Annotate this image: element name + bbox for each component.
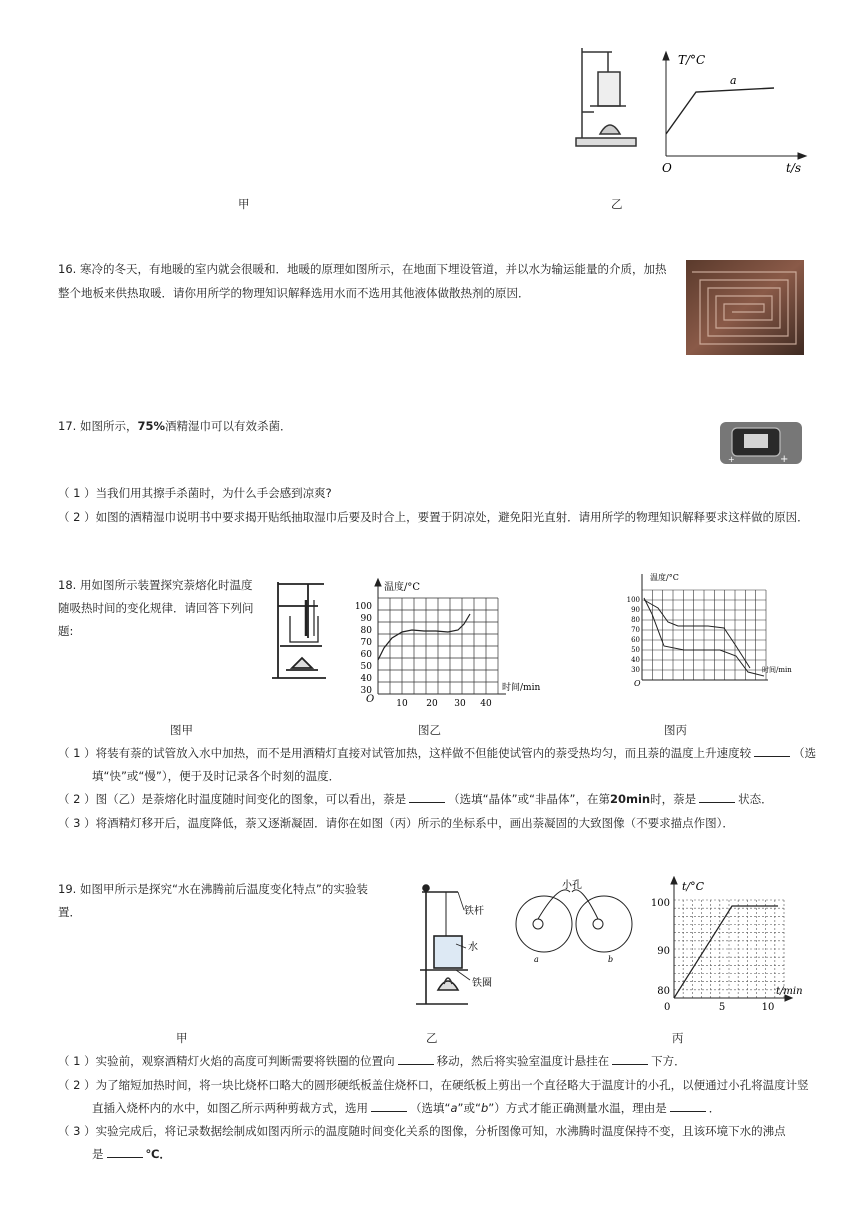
q18-yi-xtick: 10 xyxy=(396,699,408,708)
top-caption-jia: 甲 xyxy=(238,197,250,211)
q17-stem-prefix: 17. 如图所示， xyxy=(58,419,138,433)
q18-yi-ytick: 70 xyxy=(360,638,372,648)
q19-caption-bing: 丙 xyxy=(672,1031,684,1045)
q19-graph-ytick: 80 xyxy=(657,986,670,997)
q19-p2-d: ”或“ xyxy=(457,1101,481,1115)
top-graph-curve-label: a xyxy=(730,74,737,87)
q18-graph-bing xyxy=(624,568,804,688)
top-temperature-graph xyxy=(652,46,812,178)
top-graph-ylabel: T/°C xyxy=(678,53,706,67)
q19-graph-ytick: 90 xyxy=(657,946,670,957)
q19-part1 xyxy=(58,1052,686,1070)
q18-yi-ytick: 60 xyxy=(360,650,372,660)
q19-apparatus-figure-jia xyxy=(408,880,508,1010)
q18-bing-ytick: 50 xyxy=(631,646,640,654)
q18-bing-ytick: 100 xyxy=(626,596,640,604)
q19-graph-ytick: 100 xyxy=(650,898,670,909)
wet-wipe-package-image xyxy=(718,418,804,468)
q18-caption-bing: 图丙 xyxy=(664,723,687,737)
q17-part1: （ 1 ）当我们用其擦手杀菌时，为什么手会感到凉爽? xyxy=(58,486,332,500)
q19-p1-c: 下方． xyxy=(651,1054,686,1068)
q19-label-water: 水 xyxy=(468,942,478,953)
top-graph-origin: O xyxy=(662,161,672,175)
q18-caption-yi: 图乙 xyxy=(418,723,441,737)
q18-bing-ytick: 40 xyxy=(631,656,640,664)
q19-label-a: a xyxy=(534,955,539,964)
q19-p2-e: ”）方式才能正确测量水温，理由是 xyxy=(488,1101,667,1115)
q18-p1-a: （ 1 ）将装有萘的试管放入水中加热，而不是用酒精灯直接对试管加热，这样做不但能使试管内的萘受热均匀，而且萘的温度上升速度较 xyxy=(58,746,752,760)
q19-part3-line2 xyxy=(92,1145,171,1163)
q17-stem-suffix: 酒精湿巾可以有效杀菌． xyxy=(164,419,292,433)
q19-p2-c: （选填“ xyxy=(410,1101,451,1115)
top-apparatus-figure xyxy=(570,42,640,154)
q18-caption-jia: 图甲 xyxy=(170,723,193,737)
q18-yi-ytick: 50 xyxy=(360,662,372,672)
q19-p2-answer-blank-2[interactable] xyxy=(670,1100,706,1112)
q18-yi-xtick: 30 xyxy=(454,699,466,708)
svg-text:+: + xyxy=(728,455,735,464)
q18-p2-b: （选填“晶体”或“非晶体”，在第 xyxy=(448,792,610,806)
q19-p2-f: ． xyxy=(708,1101,721,1115)
q19-graph-xtick: 10 xyxy=(761,1002,775,1013)
q19-p3-b: 是 xyxy=(92,1147,104,1161)
q18-yi-xtick: 40 xyxy=(480,699,492,708)
q19-caption-yi: 乙 xyxy=(426,1031,438,1045)
q18-bing-ytick: 30 xyxy=(631,666,640,674)
q18-p1-c: 填“快”或“慢”），便于及时记录各个时刻的温度． xyxy=(92,769,341,783)
q18-bing-ylabel: 温度/°C xyxy=(650,573,679,582)
q18-p1-answer-blank[interactable] xyxy=(754,745,790,757)
top-graph-xlabel: t/s xyxy=(786,161,802,175)
q19-p3-a: （ 3 ）实验完成后，将记录数据绘制成如图丙所示的温度随时间变化关系的图像，分析图像可知，水沸腾时温度保持不变，且该环境下水的沸点 xyxy=(58,1124,786,1138)
q19-p2-b: 直插入烧杯内的水中，如图乙所示两种剪裁方式，选用 xyxy=(92,1101,368,1115)
q18-stem-line3: 题: xyxy=(58,624,74,638)
q16-line2: 整个地板来供热取暖．请你用所学的物理知识解释选用水而不选用其他液体做散热剂的原因． xyxy=(58,286,530,300)
q19-caption-jia: 甲 xyxy=(176,1031,188,1045)
q19-label-ring: 铁圈 xyxy=(472,978,492,989)
q19-cardboard-figure-yi xyxy=(508,874,638,964)
q18-p2-answer-blank-1[interactable] xyxy=(409,791,445,803)
q18-bing-xlabel: 时间/min xyxy=(762,666,792,674)
q19-p1-answer-blank-2[interactable] xyxy=(612,1053,648,1065)
q19-label-b: b xyxy=(608,955,614,964)
q19-part2-line2 xyxy=(92,1099,720,1117)
floor-heating-photo xyxy=(686,260,804,355)
q18-bing-ytick: 80 xyxy=(631,616,640,624)
q19-stem-line1: 19. 如图甲所示是探究“水在沸腾前后温度变化特点”的实验装 xyxy=(58,882,368,896)
top-caption-yi: 乙 xyxy=(611,197,623,211)
q18-p2-bold: 20min xyxy=(609,792,651,806)
q18-p2-answer-blank-2[interactable] xyxy=(699,791,735,803)
q18-yi-ytick: 100 xyxy=(354,602,372,612)
q18-p2-a: （ 2 ）图（乙）是萘熔化时温度随时间变化的图象，可以看出，萘是 xyxy=(58,792,407,806)
q18-stem-line1: 18. 用如图所示装置探究萘熔化时温度 xyxy=(58,578,253,592)
q19-p2-answer-blank-1[interactable] xyxy=(371,1100,407,1112)
svg-text:+: + xyxy=(780,454,789,465)
q19-graph-ylabel: t/°C xyxy=(682,880,705,893)
q17-part2: （ 2 ）如图的酒精湿巾说明书中要求揭开贴纸抽取湿巾后要及时合上，要置于阴凉处，避免阳光直射．请用所学的物理知识解释要求这样做的原因． xyxy=(58,510,809,524)
q17-stem xyxy=(58,417,291,435)
q18-yi-ytick: 90 xyxy=(360,614,372,624)
q17-stem-bold: 75% xyxy=(137,419,165,433)
q19-p2-opt-b: b xyxy=(480,1101,489,1115)
q19-p1-a: （ 1 ）实验前，观察酒精灯火焰的高度可判断需要将铁圈的位置向 xyxy=(58,1054,395,1068)
q18-p2-d: 状态． xyxy=(738,792,773,806)
q18-part3: （ 3 ）将酒精灯移开后，温度降低，萘又逐渐凝固．请你在如图（丙）所示的坐标系中，画出萘凝固的大致图像（不要求描点作图）． xyxy=(58,816,734,830)
q18-yi-origin: O xyxy=(366,694,375,705)
q18-bing-ytick: 90 xyxy=(631,606,640,614)
q18-graph-yi xyxy=(350,576,550,708)
q18-p1-b: （选 xyxy=(793,746,817,760)
q18-bing-ytick: 60 xyxy=(631,636,640,644)
q18-part1-line1 xyxy=(58,744,816,762)
q18-yi-ylabel: 温度/°C xyxy=(384,582,421,593)
q19-p3-answer-blank[interactable] xyxy=(107,1146,143,1158)
q18-yi-xlabel: 时间/min xyxy=(502,683,541,693)
q19-p3-c: ℃． xyxy=(145,1147,171,1161)
q18-part2 xyxy=(58,790,773,808)
q18-stem-line2: 随吸热时间的变化规律．请回答下列问 xyxy=(58,601,254,615)
q19-graph-origin: 0 xyxy=(664,1002,671,1013)
q19-stem-line2: 置． xyxy=(58,905,81,919)
q19-label-rod: 铁杆 xyxy=(464,906,484,917)
q18-bing-origin: O xyxy=(634,679,641,688)
q19-p2-a: （ 2 ）为了缩短加热时间，将一块比烧杯口略大的圆形硬纸板盖住烧杯口，在硬纸板上剪出一个直径略大于温度计的小孔，以便通过小孔将温度计竖 xyxy=(58,1078,809,1092)
q19-graph-xtick: 5 xyxy=(718,1002,726,1013)
q19-label-hole: 小孔 xyxy=(562,880,582,891)
q18-bing-ytick: 70 xyxy=(631,626,640,634)
q18-yi-ytick: 80 xyxy=(360,626,372,636)
q19-p1-answer-blank-1[interactable] xyxy=(398,1053,434,1065)
q19-p1-b: 移动，然后将实验室温度计悬挂在 xyxy=(436,1054,610,1068)
q18-yi-xtick: 20 xyxy=(426,699,438,708)
q18-yi-ytick: 40 xyxy=(360,674,372,684)
q19-p2-opt-a: a xyxy=(450,1101,458,1115)
q18-p2-c: 时，萘是 xyxy=(650,792,697,806)
q18-yi-ytick: 30 xyxy=(360,686,372,696)
q16-line1: 16. 寒冷的冬天，有地暖的室内就会很暖和．地暖的原理如图所示，在地面下埋设管道，并以水为输运能量的介质，加热 xyxy=(58,262,667,276)
q19-graph-xlabel: t/min xyxy=(776,986,803,997)
q19-graph-bing xyxy=(650,876,810,1016)
q18-apparatus-figure xyxy=(268,578,330,684)
